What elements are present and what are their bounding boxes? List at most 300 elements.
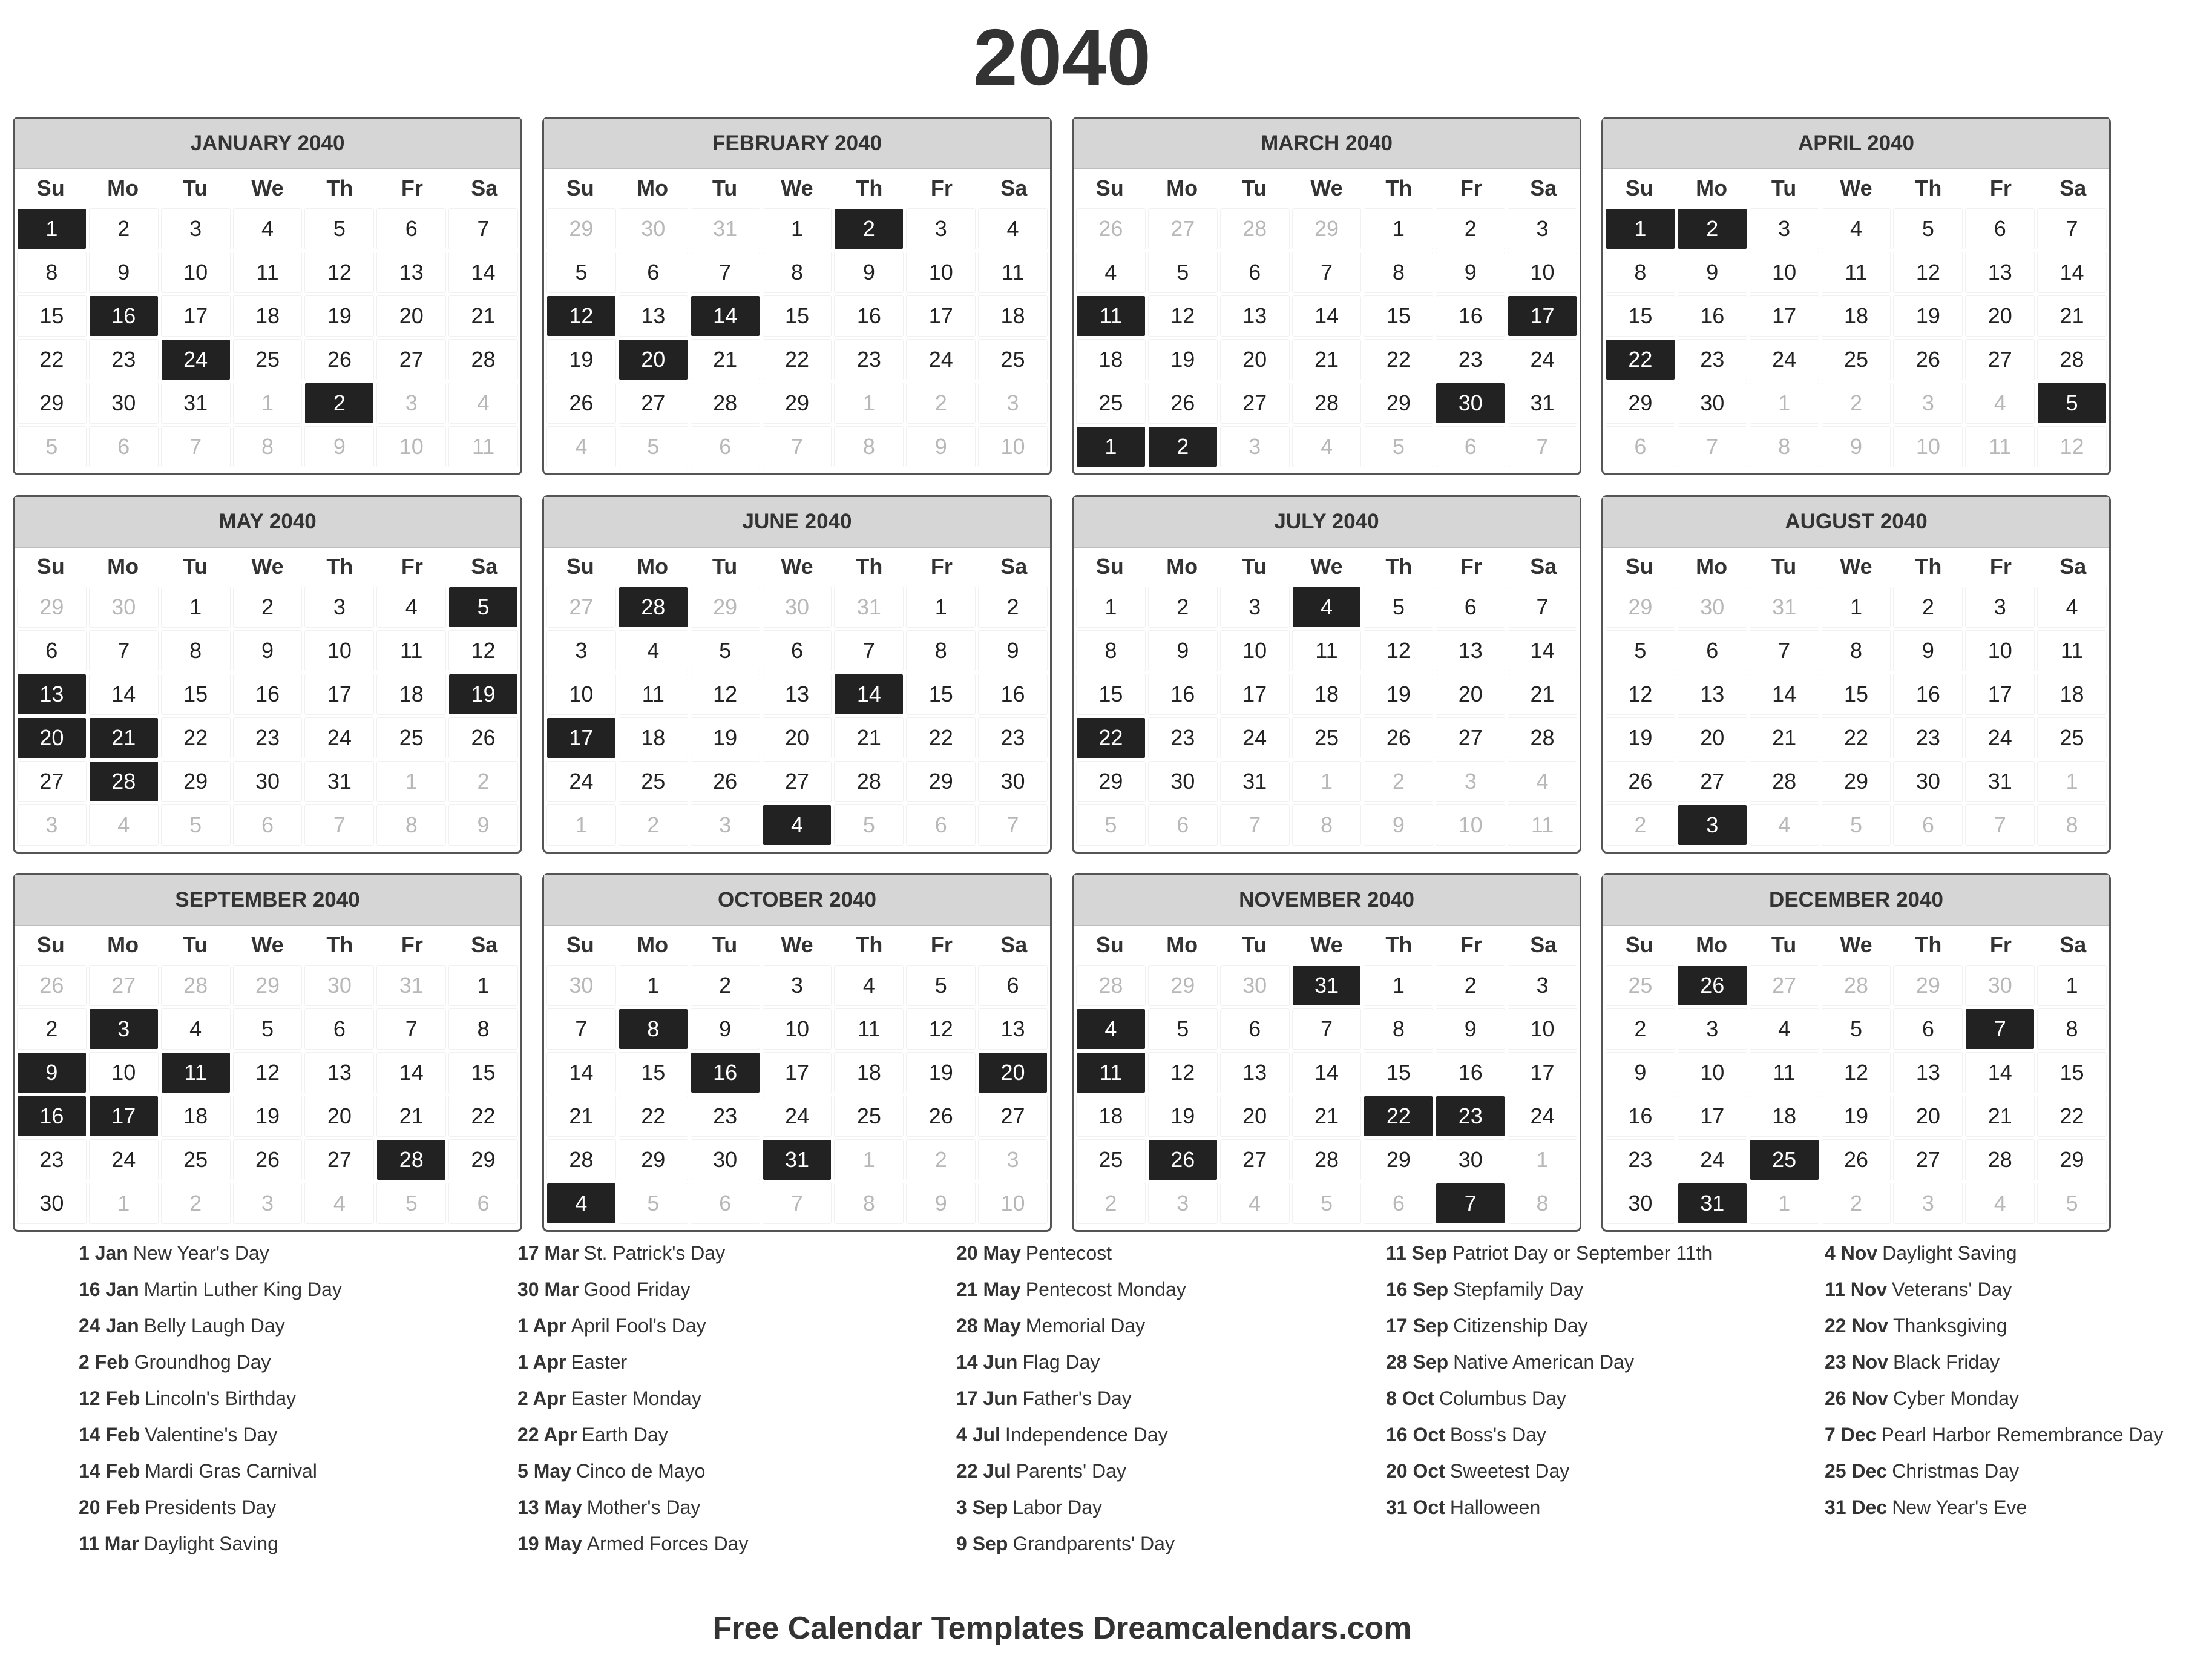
weekday-label: Su [36, 176, 65, 200]
day-cell: 20 [1966, 296, 2034, 336]
day-cell: 29 [1077, 762, 1145, 801]
day-cell: 2 [1822, 383, 1891, 423]
day-cell: 23 [18, 1140, 86, 1180]
holiday-item [79, 1459, 466, 1483]
weekday-row [15, 926, 520, 964]
holiday-day-cell: 4 [1293, 587, 1361, 627]
day-cell: 21 [1293, 340, 1361, 380]
holiday-day-cell: 4 [763, 805, 832, 845]
footer [0, 1607, 2124, 1650]
day-cell: 14 [449, 252, 517, 292]
holiday-name: Halloween [1449, 1496, 1541, 1518]
holiday-date: 5 May [517, 1460, 571, 1482]
day-cell: 8 [1293, 805, 1361, 845]
day-cell: 30 [1606, 1183, 1675, 1223]
holiday-name: Father's Day [1022, 1387, 1132, 1409]
day-cell: 21 [1750, 718, 1819, 758]
month-calendar [542, 495, 1052, 854]
holiday-name: Christmas Day [1892, 1460, 2019, 1482]
day-cell: 2 [162, 1183, 230, 1223]
day-cell: 6 [1221, 252, 1289, 292]
weekday-label: We [781, 176, 813, 200]
weekday-label: Th [1915, 176, 1942, 200]
day-cell: 25 [619, 762, 688, 801]
day-cell: 4 [90, 805, 158, 845]
holiday-date: 28 May [956, 1315, 1021, 1337]
day-cell: 23 [90, 340, 158, 380]
day-cell: 22 [449, 1096, 517, 1136]
day-cell: 4 [1750, 805, 1819, 845]
day-cell: 11 [979, 252, 1047, 292]
weekday-label: Fr [930, 554, 953, 579]
day-cell: 1 [2038, 762, 2106, 801]
day-grid [1074, 207, 1580, 469]
holiday-column [1825, 1241, 2212, 1531]
holiday-day-cell: 5 [449, 587, 517, 627]
holiday-name: Native American Day [1453, 1351, 1634, 1373]
day-cell: 4 [835, 966, 903, 1005]
day-cell: 8 [1364, 1009, 1433, 1049]
day-cell: 22 [2038, 1096, 2106, 1136]
day-cell: 5 [1149, 1009, 1217, 1049]
day-cell: 10 [763, 1009, 832, 1049]
day-cell: 2 [1077, 1183, 1145, 1223]
weekday-label: We [1840, 176, 1872, 200]
holiday-day-cell: 17 [1508, 296, 1577, 336]
holiday-name: Mother's Day [586, 1496, 701, 1518]
day-cell: 6 [377, 209, 445, 249]
day-cell: 4 [2038, 587, 2106, 627]
day-cell: 25 [1077, 1140, 1145, 1180]
day-cell: 8 [1822, 631, 1891, 671]
day-cell: 10 [1966, 631, 2034, 671]
holiday-day-cell: 2 [835, 209, 903, 249]
holiday-item [517, 1423, 905, 1447]
weekday-label: Fr [1989, 554, 2012, 579]
day-cell: 8 [2038, 1009, 2106, 1049]
day-cell: 25 [1606, 966, 1675, 1005]
holiday-name: Flag Day [1022, 1351, 1100, 1373]
weekday-label: Th [1915, 554, 1942, 579]
holiday-name: New Year's Day [133, 1242, 269, 1264]
holiday-column [1386, 1241, 1773, 1531]
weekday-label: Th [1385, 176, 1413, 200]
weekday-row [15, 548, 520, 585]
month-header: NOVEMBER 2040 [1074, 875, 1580, 926]
day-cell: 8 [907, 631, 975, 671]
day-cell: 13 [1221, 296, 1289, 336]
holiday-item [956, 1459, 1344, 1483]
day-cell: 27 [90, 966, 158, 1005]
day-cell: 1 [835, 383, 903, 423]
holiday-item [517, 1459, 905, 1483]
day-cell: 20 [1221, 1096, 1289, 1136]
holiday-item [1386, 1423, 1773, 1447]
day-cell: 2 [18, 1009, 86, 1049]
day-cell: 21 [1966, 1096, 2034, 1136]
day-cell: 4 [377, 587, 445, 627]
day-cell: 2 [907, 383, 975, 423]
day-cell: 29 [2038, 1140, 2106, 1180]
weekday-label: Th [326, 932, 353, 957]
day-cell: 1 [1364, 209, 1433, 249]
month-header: SEPTEMBER 2040 [15, 875, 520, 926]
day-cell: 29 [1894, 966, 1962, 1005]
weekday-label: Sa [1530, 176, 1557, 200]
weekday-row [1074, 926, 1580, 964]
day-cell: 4 [1966, 383, 2034, 423]
day-cell: 3 [1436, 762, 1505, 801]
day-cell: 14 [377, 1053, 445, 1093]
holiday-day-cell: 17 [547, 718, 615, 758]
holiday-name: Belly Laugh Day [143, 1315, 285, 1337]
weekday-label: We [1310, 176, 1343, 200]
holiday-date: 1 Apr [517, 1315, 566, 1337]
day-cell: 7 [2038, 209, 2106, 249]
weekday-label: Fr [1460, 176, 1482, 200]
holiday-item [1386, 1241, 1773, 1265]
weekday-label: Sa [1530, 932, 1557, 957]
holiday-item [1825, 1277, 2212, 1301]
day-cell: 23 [691, 1096, 760, 1136]
day-cell: 1 [547, 805, 615, 845]
day-cell: 2 [1364, 762, 1433, 801]
day-cell: 4 [619, 631, 688, 671]
month-calendar [542, 873, 1052, 1232]
day-cell: 10 [377, 427, 445, 467]
holiday-name: Patriot Day or September 11th [1452, 1242, 1713, 1264]
holiday-item [79, 1314, 466, 1338]
day-cell: 24 [1750, 340, 1819, 380]
day-cell: 30 [305, 966, 373, 1005]
holiday-day-cell: 11 [162, 1053, 230, 1093]
holiday-day-cell: 3 [1678, 805, 1747, 845]
weekday-label: Sa [1000, 176, 1028, 200]
weekday-label: Fr [1989, 932, 2012, 957]
day-cell: 6 [979, 966, 1047, 1005]
holiday-name: Mardi Gras Carnival [145, 1460, 317, 1482]
day-cell: 23 [1678, 340, 1747, 380]
weekday-label: Th [1385, 932, 1413, 957]
holiday-item [956, 1495, 1344, 1519]
day-cell: 6 [1894, 805, 1962, 845]
day-cell: 27 [763, 762, 832, 801]
day-cell: 3 [1894, 1183, 1962, 1223]
day-cell: 31 [162, 383, 230, 423]
day-cell: 8 [1750, 427, 1819, 467]
day-cell: 31 [1221, 762, 1289, 801]
day-cell: 2 [1606, 805, 1675, 845]
day-cell: 29 [162, 762, 230, 801]
day-cell: 9 [305, 427, 373, 467]
holiday-name: Pearl Harbor Remembrance Day [1881, 1424, 2164, 1446]
day-cell: 24 [1508, 340, 1577, 380]
day-cell: 2 [234, 587, 302, 627]
holiday-item [1825, 1459, 2212, 1483]
day-cell: 5 [18, 427, 86, 467]
day-cell: 18 [377, 674, 445, 714]
day-cell: 8 [18, 252, 86, 292]
weekday-label: Mo [107, 554, 139, 579]
holiday-date: 25 Dec [1825, 1460, 1888, 1482]
day-cell: 29 [691, 587, 760, 627]
day-cell: 14 [547, 1053, 615, 1093]
day-cell: 19 [1822, 1096, 1891, 1136]
day-cell: 29 [449, 1140, 517, 1180]
holiday-name: Daylight Saving [143, 1533, 278, 1554]
weekday-label: Th [856, 176, 883, 200]
day-cell: 29 [1606, 587, 1675, 627]
day-cell: 1 [1364, 966, 1433, 1005]
day-cell: 29 [1364, 1140, 1433, 1180]
day-cell: 24 [1966, 718, 2034, 758]
day-cell: 7 [1293, 252, 1361, 292]
holiday-date: 23 Nov [1825, 1351, 1888, 1373]
holiday-day-cell: 16 [691, 1053, 760, 1093]
day-cell: 6 [18, 631, 86, 671]
day-cell: 17 [1966, 674, 2034, 714]
holiday-day-cell: 1 [1606, 209, 1675, 249]
day-cell: 4 [449, 383, 517, 423]
holiday-date: 20 May [956, 1242, 1021, 1264]
day-cell: 9 [1149, 631, 1217, 671]
day-cell: 2 [1436, 209, 1505, 249]
day-cell: 17 [907, 296, 975, 336]
day-cell: 27 [1436, 718, 1505, 758]
day-cell: 5 [305, 209, 373, 249]
weekday-label: Mo [107, 176, 139, 200]
footer-brand[interactable]: Dreamcalendars.com [1093, 1611, 1412, 1646]
holiday-day-cell: 4 [547, 1183, 615, 1223]
holiday-name: Good Friday [583, 1278, 691, 1300]
holiday-day-cell: 14 [691, 296, 760, 336]
holiday-item [517, 1241, 905, 1265]
page-title: 2040 [973, 13, 1151, 102]
day-cell: 28 [1822, 966, 1891, 1005]
day-cell: 30 [1678, 383, 1747, 423]
day-cell: 4 [1077, 252, 1145, 292]
holiday-day-cell: 13 [18, 674, 86, 714]
holiday-item [956, 1241, 1344, 1265]
day-cell: 31 [1750, 587, 1819, 627]
month-calendar [13, 873, 522, 1232]
weekday-label: Sa [2059, 176, 2087, 200]
day-cell: 22 [619, 1096, 688, 1136]
day-cell: 3 [763, 966, 832, 1005]
day-cell: 18 [1293, 674, 1361, 714]
day-cell: 30 [1436, 1140, 1505, 1180]
day-cell: 25 [1822, 340, 1891, 380]
day-cell: 1 [763, 209, 832, 249]
holiday-day-cell: 22 [1606, 340, 1675, 380]
day-cell: 4 [547, 427, 615, 467]
day-cell: 26 [1822, 1140, 1891, 1180]
weekday-label: Tu [1771, 176, 1797, 200]
weekday-label: Fr [401, 554, 423, 579]
day-cell: 14 [90, 674, 158, 714]
day-cell: 26 [1149, 383, 1217, 423]
day-cell: 13 [305, 1053, 373, 1093]
day-cell: 11 [1750, 1053, 1819, 1093]
month-calendar [1601, 873, 2111, 1232]
holiday-date: 24 Jan [79, 1315, 139, 1337]
day-cell: 26 [907, 1096, 975, 1136]
day-cell: 6 [90, 427, 158, 467]
holiday-date: 14 Feb [79, 1460, 140, 1482]
holiday-item [1825, 1241, 2212, 1265]
weekday-label: Mo [637, 554, 669, 579]
day-cell: 7 [1750, 631, 1819, 671]
holiday-item [1825, 1495, 2212, 1519]
day-cell: 6 [619, 252, 688, 292]
month-calendar [1601, 117, 2111, 475]
day-cell: 26 [1077, 209, 1145, 249]
holiday-date: 19 May [517, 1533, 582, 1554]
holiday-day-cell: 26 [1149, 1140, 1217, 1180]
weekday-label: We [1840, 932, 1872, 957]
day-cell: 3 [907, 209, 975, 249]
weekday-label: We [781, 554, 813, 579]
day-cell: 9 [979, 631, 1047, 671]
day-cell: 19 [547, 340, 615, 380]
day-cell: 6 [907, 805, 975, 845]
month-header: APRIL 2040 [1603, 119, 2109, 169]
day-cell: 30 [90, 383, 158, 423]
day-cell: 5 [1077, 805, 1145, 845]
day-cell: 18 [234, 296, 302, 336]
day-cell: 15 [1077, 674, 1145, 714]
holiday-date: 17 Sep [1386, 1315, 1449, 1337]
weekday-label: Sa [2059, 932, 2087, 957]
day-cell: 11 [2038, 631, 2106, 671]
day-cell: 1 [90, 1183, 158, 1223]
holiday-name: New Year's Eve [1892, 1496, 2027, 1518]
holiday-date: 28 Sep [1386, 1351, 1449, 1373]
weekday-label: Th [326, 554, 353, 579]
day-cell: 31 [1508, 383, 1577, 423]
day-cell: 14 [1293, 296, 1361, 336]
holiday-name: Veterans' Day [1892, 1278, 2012, 1300]
day-cell: 12 [1149, 1053, 1217, 1093]
day-cell: 29 [1822, 762, 1891, 801]
holiday-item [79, 1495, 466, 1519]
day-cell: 14 [1966, 1053, 2034, 1093]
day-cell: 1 [619, 966, 688, 1005]
day-cell: 27 [619, 383, 688, 423]
day-cell: 12 [2038, 427, 2106, 467]
day-cell: 3 [1966, 587, 2034, 627]
holiday-date: 13 May [517, 1496, 582, 1518]
weekday-label: We [781, 932, 813, 957]
day-cell: 3 [691, 805, 760, 845]
day-cell: 31 [305, 762, 373, 801]
weekday-label: Su [1095, 932, 1124, 957]
day-cell: 30 [1149, 762, 1217, 801]
day-cell: 6 [1678, 631, 1747, 671]
day-cell: 30 [234, 762, 302, 801]
day-cell: 7 [377, 1009, 445, 1049]
day-cell: 13 [1894, 1053, 1962, 1093]
holiday-date: 22 Nov [1825, 1315, 1888, 1337]
day-cell: 7 [1966, 805, 2034, 845]
holiday-date: 20 Oct [1386, 1460, 1445, 1482]
day-cell: 25 [979, 340, 1047, 380]
holiday-item [1386, 1459, 1773, 1483]
day-cell: 23 [1894, 718, 1962, 758]
day-cell: 27 [547, 587, 615, 627]
day-cell: 1 [1293, 762, 1361, 801]
weekday-label: Th [856, 932, 883, 957]
weekday-label: Sa [471, 932, 498, 957]
day-grid [544, 585, 1050, 847]
month-header: DECEMBER 2040 [1603, 875, 2109, 926]
holiday-day-cell: 11 [1077, 1053, 1145, 1093]
weekday-label: Mo [1166, 932, 1198, 957]
month-header: AUGUST 2040 [1603, 497, 2109, 548]
day-cell: 11 [619, 674, 688, 714]
day-grid [1603, 207, 2109, 469]
holiday-name: Pentecost [1025, 1242, 1112, 1264]
weekday-row [1603, 169, 2109, 207]
day-cell: 8 [1508, 1183, 1577, 1223]
day-cell: 18 [619, 718, 688, 758]
day-cell: 2 [1436, 966, 1505, 1005]
holiday-name: April Fool's Day [571, 1315, 706, 1337]
day-cell: 3 [305, 587, 373, 627]
weekday-label: Mo [1166, 176, 1198, 200]
holiday-day-cell: 2 [1678, 209, 1747, 249]
weekday-label: Fr [401, 932, 423, 957]
day-cell: 30 [691, 1140, 760, 1180]
day-cell: 28 [1293, 383, 1361, 423]
day-cell: 10 [90, 1053, 158, 1093]
day-cell: 9 [90, 252, 158, 292]
holiday-item [1825, 1314, 2212, 1338]
holiday-day-cell: 19 [449, 674, 517, 714]
day-cell: 5 [691, 631, 760, 671]
day-cell: 23 [979, 718, 1047, 758]
day-cell: 25 [1077, 383, 1145, 423]
day-cell: 2 [1149, 587, 1217, 627]
day-cell: 1 [907, 587, 975, 627]
weekday-label: Tu [182, 176, 208, 200]
day-cell: 29 [1293, 209, 1361, 249]
day-cell: 17 [1678, 1096, 1747, 1136]
day-cell: 3 [1678, 1009, 1747, 1049]
holiday-column [517, 1241, 905, 1568]
day-cell: 15 [18, 296, 86, 336]
day-cell: 10 [907, 252, 975, 292]
holiday-name: Cinco de Mayo [576, 1460, 706, 1482]
day-cell: 21 [449, 296, 517, 336]
day-cell: 1 [1822, 587, 1891, 627]
day-cell: 27 [1966, 340, 2034, 380]
day-cell: 5 [907, 966, 975, 1005]
month-calendar [13, 495, 522, 854]
day-cell: 9 [1678, 252, 1747, 292]
holiday-date: 3 Sep [956, 1496, 1008, 1518]
holiday-item [79, 1423, 466, 1447]
holiday-name: Parents' Day [1016, 1460, 1126, 1482]
holiday-date: 20 Feb [79, 1496, 140, 1518]
day-cell: 29 [18, 383, 86, 423]
weekday-label: Fr [1989, 176, 2012, 200]
weekday-row [544, 169, 1050, 207]
weekday-label: Mo [1166, 554, 1198, 579]
footer-prefix: Free Calendar Templates [712, 1611, 1085, 1646]
day-cell: 16 [1678, 296, 1747, 336]
day-cell: 3 [1221, 427, 1289, 467]
